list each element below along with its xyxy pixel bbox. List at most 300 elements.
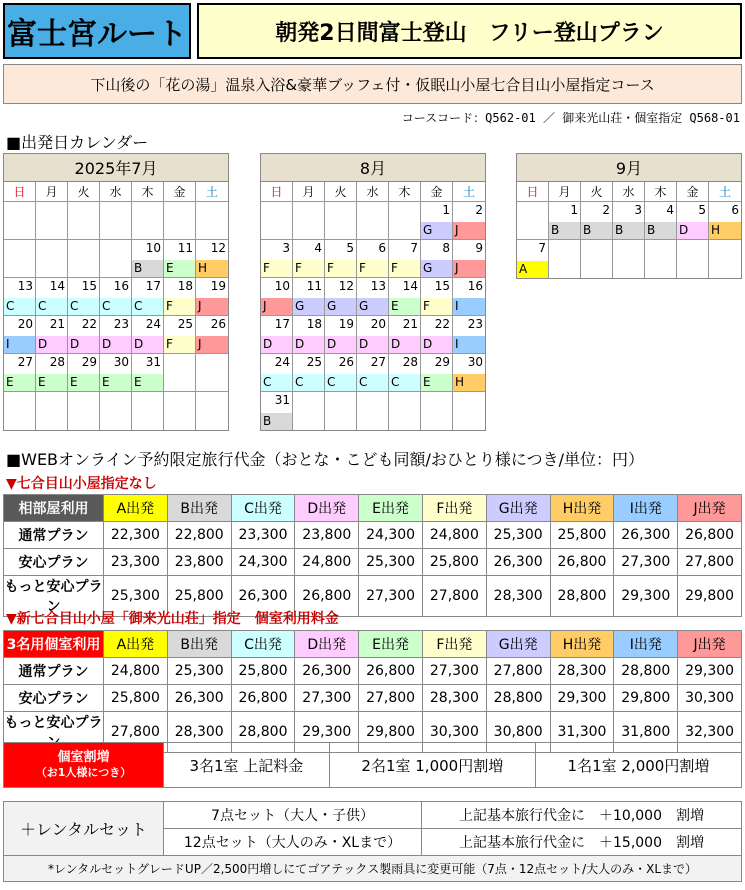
- price-cell: 28,300: [550, 658, 614, 685]
- departure-code: C: [132, 298, 163, 315]
- calendar-empty: [325, 202, 357, 240]
- weekday-label: 火: [325, 182, 357, 202]
- departure-code: F: [421, 298, 452, 315]
- price-cell: 31,300: [550, 712, 614, 753]
- day-number: 28: [49, 355, 65, 369]
- price-cell: 23,800: [167, 549, 231, 576]
- calendar-empty: [36, 240, 68, 278]
- rental-set12: 12点セット（大人のみ・XLまで）: [164, 829, 422, 856]
- calendar-day[interactable]: [36, 354, 68, 392]
- calendar-day[interactable]: [357, 240, 389, 278]
- weekday-label: 水: [357, 182, 389, 202]
- departure-code: C: [325, 374, 356, 391]
- calendar-day[interactable]: [293, 278, 325, 316]
- calendar-day[interactable]: [389, 278, 421, 316]
- calendar-empty: [549, 240, 581, 278]
- calendar-day[interactable]: [325, 240, 357, 278]
- departure-code: F: [164, 298, 195, 315]
- row-label: 通常プラン: [4, 658, 104, 685]
- price-cell: 28,800: [231, 712, 295, 753]
- calendar-empty: [68, 392, 100, 430]
- day-number: 16: [113, 279, 129, 293]
- departure-code: B: [261, 413, 292, 430]
- day-number: 23: [113, 317, 129, 331]
- price-cell: 27,800: [422, 576, 486, 617]
- table-corner: 3名用個室利用: [4, 631, 104, 658]
- day-number: 26: [338, 355, 354, 369]
- calendar-empty: [36, 392, 68, 430]
- column-header: H出発: [550, 495, 614, 522]
- weekday-label: 水: [613, 182, 645, 202]
- rental-table: [3, 801, 742, 882]
- weekday-label: 金: [164, 182, 196, 202]
- weekday-label: 木: [389, 182, 421, 202]
- departure-code: H: [196, 260, 228, 277]
- calendar-day[interactable]: [389, 316, 421, 354]
- calendar-empty: [645, 240, 677, 278]
- calendar-day[interactable]: [677, 202, 709, 240]
- departure-code: D: [325, 336, 356, 353]
- calendar-empty: [581, 240, 613, 278]
- weekday-label: 月: [36, 182, 68, 202]
- day-number: 24: [274, 355, 290, 369]
- column-header: F出発: [422, 495, 486, 522]
- calendar-day[interactable]: [613, 202, 645, 240]
- price-cell: 25,800: [167, 576, 231, 617]
- table1-heading: ▼七合目山小屋指定なし: [6, 476, 157, 492]
- price-cell: 25,800: [104, 685, 168, 712]
- day-number: 27: [17, 355, 33, 369]
- price-cell: 27,800: [104, 712, 168, 753]
- departure-code: C: [4, 298, 35, 315]
- surcharge-opt3: 1名1室 2,000円割増: [535, 743, 741, 788]
- day-number: 4: [666, 203, 674, 217]
- weekday-label: 土: [709, 182, 741, 202]
- weekday-label: 土: [453, 182, 485, 202]
- calendar-day[interactable]: [549, 202, 581, 240]
- day-number: 19: [338, 317, 354, 331]
- day-number: 11: [306, 279, 322, 293]
- departure-code: F: [325, 260, 356, 277]
- price-cell: 29,300: [550, 685, 614, 712]
- price-cell: 25,800: [422, 549, 486, 576]
- departure-code: D: [68, 336, 99, 353]
- departure-code: J: [196, 298, 228, 315]
- calendar-day[interactable]: [196, 240, 228, 278]
- column-header: J出発: [678, 495, 742, 522]
- calendar-day[interactable]: [389, 354, 421, 392]
- calendar-day[interactable]: [36, 278, 68, 316]
- price-cell: 26,300: [231, 576, 295, 617]
- calendar-day[interactable]: [325, 354, 357, 392]
- calendar-empty: [293, 202, 325, 240]
- calendar-day[interactable]: [196, 278, 228, 316]
- weekday-label: 金: [677, 182, 709, 202]
- price-cell: 29,300: [678, 658, 742, 685]
- day-number: 24: [145, 317, 161, 331]
- day-number: 9: [475, 241, 483, 255]
- price-cell: 23,300: [231, 522, 295, 549]
- day-number: 1: [570, 203, 578, 217]
- day-number: 10: [274, 279, 290, 293]
- column-header: E出発: [359, 495, 423, 522]
- calendar-empty: [421, 392, 453, 430]
- surcharge-opt1: 3名1室 上記料金: [164, 743, 330, 788]
- departure-code: C: [293, 374, 324, 391]
- day-number: 15: [81, 279, 97, 293]
- day-number: 29: [434, 355, 450, 369]
- day-number: 4: [314, 241, 322, 255]
- table2-heading: ▼新七合目山小屋「御来光山荘」指定 個室利用料金: [6, 611, 339, 627]
- calendar-day[interactable]: [421, 278, 453, 316]
- day-number: 18: [306, 317, 322, 331]
- calendar-empty: [389, 202, 421, 240]
- price-table-no-hut: [3, 494, 742, 617]
- calendar-day[interactable]: [421, 316, 453, 354]
- departure-code: D: [132, 336, 163, 353]
- departure-code: E: [4, 374, 35, 391]
- price-cell: 25,300: [167, 658, 231, 685]
- price-cell: 26,300: [486, 549, 550, 576]
- price-cell: 32,300: [678, 712, 742, 753]
- departure-code: D: [677, 222, 708, 239]
- departure-code: F: [293, 260, 324, 277]
- calendar-title: 2025年7月: [4, 154, 228, 182]
- price-cell: 29,300: [614, 576, 678, 617]
- price-cell: 22,800: [167, 522, 231, 549]
- calendar-august: [260, 153, 486, 431]
- calendar-day[interactable]: [164, 316, 196, 354]
- price-cell: 25,800: [231, 658, 295, 685]
- departure-code: G: [293, 298, 324, 315]
- weekday-label: 月: [293, 182, 325, 202]
- calendar-empty: [4, 202, 36, 240]
- day-number: 15: [434, 279, 450, 293]
- calendar-empty: [357, 392, 389, 430]
- weekday-label: 月: [549, 182, 581, 202]
- calendar-empty: [164, 392, 196, 430]
- calendar-day[interactable]: [421, 240, 453, 278]
- departure-code: C: [100, 298, 131, 315]
- weekday-label: 日: [261, 182, 293, 202]
- calendar-empty: [517, 202, 549, 240]
- price-section-title: ■WEBオンライン予約限定旅行代金（おとな・こども同額/おひとり様につき/単位：円）: [6, 450, 645, 469]
- column-header: A出発: [104, 495, 168, 522]
- day-number: 19: [210, 279, 226, 293]
- rental-set7: 7点セット（大人・子供）: [164, 802, 422, 829]
- calendar-day[interactable]: [4, 278, 36, 316]
- calendar-empty: [4, 392, 36, 430]
- day-number: 16: [467, 279, 483, 293]
- price-cell: 29,800: [614, 685, 678, 712]
- price-cell: 26,800: [231, 685, 295, 712]
- calendar-title: 9月: [517, 154, 741, 182]
- day-number: 3: [282, 241, 290, 255]
- day-number: 30: [467, 355, 483, 369]
- price-cell: 28,300: [486, 576, 550, 617]
- day-number: 2: [602, 203, 610, 217]
- day-number: 6: [731, 203, 739, 217]
- column-header: I出発: [614, 495, 678, 522]
- calendar-day[interactable]: [709, 202, 741, 240]
- weekday-label: 水: [100, 182, 132, 202]
- day-number: 14: [402, 279, 418, 293]
- departure-code: G: [421, 260, 452, 277]
- departure-code: D: [36, 336, 67, 353]
- calendar-day[interactable]: [453, 240, 485, 278]
- price-cell: 26,300: [295, 658, 359, 685]
- departure-code: I: [4, 336, 35, 353]
- calendar-empty: [100, 202, 132, 240]
- price-cell: 29,800: [359, 712, 423, 753]
- price-cell: 26,800: [359, 658, 423, 685]
- day-number: 7: [538, 241, 546, 255]
- weekday-label: 火: [581, 182, 613, 202]
- calendar-day[interactable]: [357, 316, 389, 354]
- calendar-title: 8月: [261, 154, 485, 182]
- table-corner: 相部屋利用: [4, 495, 104, 522]
- surcharge-opt2: 2名1室 1,000円割増: [329, 743, 535, 788]
- calendar-day[interactable]: [68, 354, 100, 392]
- calendar-empty: [196, 202, 228, 240]
- calendar-day[interactable]: [4, 354, 36, 392]
- departure-code: B: [132, 260, 163, 277]
- calendar-day[interactable]: [4, 316, 36, 354]
- day-number: 5: [346, 241, 354, 255]
- price-cell: 24,800: [295, 549, 359, 576]
- price-cell: 23,300: [104, 549, 168, 576]
- departure-code: E: [164, 260, 195, 277]
- day-number: 12: [210, 241, 226, 255]
- calendar-empty: [709, 240, 741, 278]
- calendar-day[interactable]: [645, 202, 677, 240]
- calendar-day[interactable]: [421, 354, 453, 392]
- price-cell: 28,800: [486, 685, 550, 712]
- departure-code: F: [389, 260, 420, 277]
- departure-code: E: [36, 374, 67, 391]
- row-label: もっと安心プラン: [4, 576, 104, 617]
- price-cell: 24,800: [104, 658, 168, 685]
- calendar-day[interactable]: [293, 316, 325, 354]
- price-cell: 24,300: [231, 549, 295, 576]
- column-header: G出発: [486, 495, 550, 522]
- calendar-empty: [293, 392, 325, 430]
- day-number: 30: [113, 355, 129, 369]
- departure-code: F: [357, 260, 388, 277]
- calendar-day[interactable]: [389, 240, 421, 278]
- departure-code: H: [453, 374, 485, 391]
- price-cell: 25,300: [486, 522, 550, 549]
- price-cell: 22,300: [104, 522, 168, 549]
- price-cell: 27,800: [486, 658, 550, 685]
- calendar-day[interactable]: [261, 278, 293, 316]
- calendar-day[interactable]: [325, 278, 357, 316]
- price-table-private-room: [3, 630, 742, 753]
- departure-code: E: [421, 374, 452, 391]
- price-cell: 27,300: [422, 658, 486, 685]
- weekday-label: 日: [4, 182, 36, 202]
- column-header: B出発: [167, 631, 231, 658]
- calendar-day[interactable]: [68, 316, 100, 354]
- day-number: 22: [434, 317, 450, 331]
- day-number: 29: [81, 355, 97, 369]
- calendar-day[interactable]: [132, 240, 164, 278]
- plan-title: 朝発2日間富士登山 フリー登山プラン: [197, 3, 742, 59]
- day-number: 31: [274, 393, 290, 407]
- departure-code: J: [261, 298, 292, 315]
- departure-code: J: [453, 222, 485, 239]
- calendar-day[interactable]: [293, 240, 325, 278]
- price-cell: 29,800: [678, 576, 742, 617]
- departure-code: G: [357, 298, 388, 315]
- calendar-section-title: ■出発日カレンダー: [6, 133, 149, 152]
- calendar-day[interactable]: [453, 202, 485, 240]
- price-cell: 27,300: [614, 549, 678, 576]
- day-number: 12: [338, 279, 354, 293]
- day-number: 22: [81, 317, 97, 331]
- day-number: 21: [402, 317, 418, 331]
- calendar-day[interactable]: [132, 278, 164, 316]
- route-title: 富士宮ルート: [3, 3, 191, 59]
- day-number: 23: [467, 317, 483, 331]
- price-cell: 27,800: [359, 685, 423, 712]
- price-cell: 25,300: [104, 576, 168, 617]
- calendar-day[interactable]: [261, 392, 293, 430]
- calendar-day[interactable]: [453, 316, 485, 354]
- price-cell: 30,300: [422, 712, 486, 753]
- calendar-day[interactable]: [581, 202, 613, 240]
- column-header: E出発: [359, 631, 423, 658]
- departure-code: D: [389, 336, 420, 353]
- departure-code: G: [421, 222, 452, 239]
- calendar-empty: [357, 202, 389, 240]
- calendar-day[interactable]: [421, 202, 453, 240]
- departure-code: A: [517, 261, 548, 278]
- price-cell: 29,300: [295, 712, 359, 753]
- departure-code: B: [613, 222, 644, 239]
- rental-add7: 上記基本旅行代金に ＋10,000 割増: [422, 802, 742, 829]
- departure-code: B: [645, 222, 676, 239]
- column-header: B出発: [167, 495, 231, 522]
- departure-code: E: [68, 374, 99, 391]
- calendar-day[interactable]: [36, 316, 68, 354]
- calendar-day[interactable]: [132, 354, 164, 392]
- price-cell: 28,300: [167, 712, 231, 753]
- day-number: 10: [145, 241, 161, 255]
- weekday-label: 木: [132, 182, 164, 202]
- departure-code: C: [389, 374, 420, 391]
- price-cell: 25,800: [550, 522, 614, 549]
- day-number: 17: [274, 317, 290, 331]
- calendar-day[interactable]: [357, 278, 389, 316]
- calendar-empty: [196, 354, 228, 392]
- price-cell: 24,300: [359, 522, 423, 549]
- departure-code: D: [421, 336, 452, 353]
- departure-code: D: [261, 336, 292, 353]
- surcharge-label: 個室割増 （お1人様につき）: [4, 743, 164, 788]
- price-cell: 27,300: [359, 576, 423, 617]
- row-label: もっと安心プラ: [4, 712, 104, 753]
- price-cell: 26,800: [678, 522, 742, 549]
- calendar-day[interactable]: [261, 316, 293, 354]
- column-header: G出発: [486, 631, 550, 658]
- price-cell: 23,800: [295, 522, 359, 549]
- departure-code: F: [261, 260, 292, 277]
- departure-code: G: [325, 298, 356, 315]
- calendar-day[interactable]: [261, 240, 293, 278]
- calendar-day[interactable]: [132, 316, 164, 354]
- day-number: 5: [698, 203, 706, 217]
- day-number: 25: [177, 317, 193, 331]
- calendar-day[interactable]: [68, 278, 100, 316]
- day-number: 20: [17, 317, 33, 331]
- calendar-empty: [164, 354, 196, 392]
- row-label: 安心プラン: [4, 685, 104, 712]
- price-cell: 26,300: [167, 685, 231, 712]
- day-number: 13: [370, 279, 386, 293]
- calendar-day[interactable]: [100, 316, 132, 354]
- rental-label: ＋レンタルセット: [4, 802, 164, 856]
- calendar-empty: [4, 240, 36, 278]
- calendar-day[interactable]: [453, 354, 485, 392]
- column-header: I出発: [614, 631, 678, 658]
- calendar-day[interactable]: [325, 316, 357, 354]
- price-cell: 26,800: [550, 549, 614, 576]
- day-number: 8: [442, 241, 450, 255]
- departure-code: H: [709, 222, 741, 239]
- departure-code: I: [453, 298, 485, 315]
- departure-code: D: [357, 336, 388, 353]
- calendar-empty: [68, 202, 100, 240]
- column-header: C出発: [231, 495, 295, 522]
- column-header: C出発: [231, 631, 295, 658]
- calendar-day[interactable]: [164, 278, 196, 316]
- surcharge-table: [3, 742, 742, 788]
- weekday-label: 木: [645, 182, 677, 202]
- price-cell: 27,300: [295, 685, 359, 712]
- plan-subtitle: 下山後の「花の湯」温泉入浴&豪華ブッフェ付・仮眠山小屋七合目山小屋指定コース: [3, 64, 742, 104]
- calendar-day[interactable]: [357, 354, 389, 392]
- calendar-september: [516, 153, 742, 279]
- calendar-empty: [453, 392, 485, 430]
- departure-code: D: [293, 336, 324, 353]
- departure-code: C: [261, 374, 292, 391]
- calendar-empty: [68, 240, 100, 278]
- day-number: 3: [634, 203, 642, 217]
- calendar-day[interactable]: [100, 278, 132, 316]
- calendar-day[interactable]: [261, 354, 293, 392]
- price-cell: 27,800: [678, 549, 742, 576]
- calendar-day[interactable]: [164, 240, 196, 278]
- departure-code: C: [36, 298, 67, 315]
- calendar-day[interactable]: [453, 278, 485, 316]
- calendar-day[interactable]: [517, 240, 549, 278]
- day-number: 28: [402, 355, 418, 369]
- rental-note: *レンタルセットグレードUP／2,500円増しにてゴアテックス製雨具に変更可能（7点・12点セット/大人のみ・XLまで）: [4, 856, 742, 882]
- calendar-day[interactable]: [196, 316, 228, 354]
- day-number: 6: [378, 241, 386, 255]
- column-header: A出発: [104, 631, 168, 658]
- column-header: J出発: [678, 631, 742, 658]
- calendar-day[interactable]: [293, 354, 325, 392]
- calendar-empty: [261, 202, 293, 240]
- day-number: 2: [475, 203, 483, 217]
- row-label: 安心プラン: [4, 549, 104, 576]
- calendar-day[interactable]: [100, 354, 132, 392]
- price-cell: 28,800: [550, 576, 614, 617]
- departure-code: E: [132, 374, 163, 391]
- calendar-empty: [100, 240, 132, 278]
